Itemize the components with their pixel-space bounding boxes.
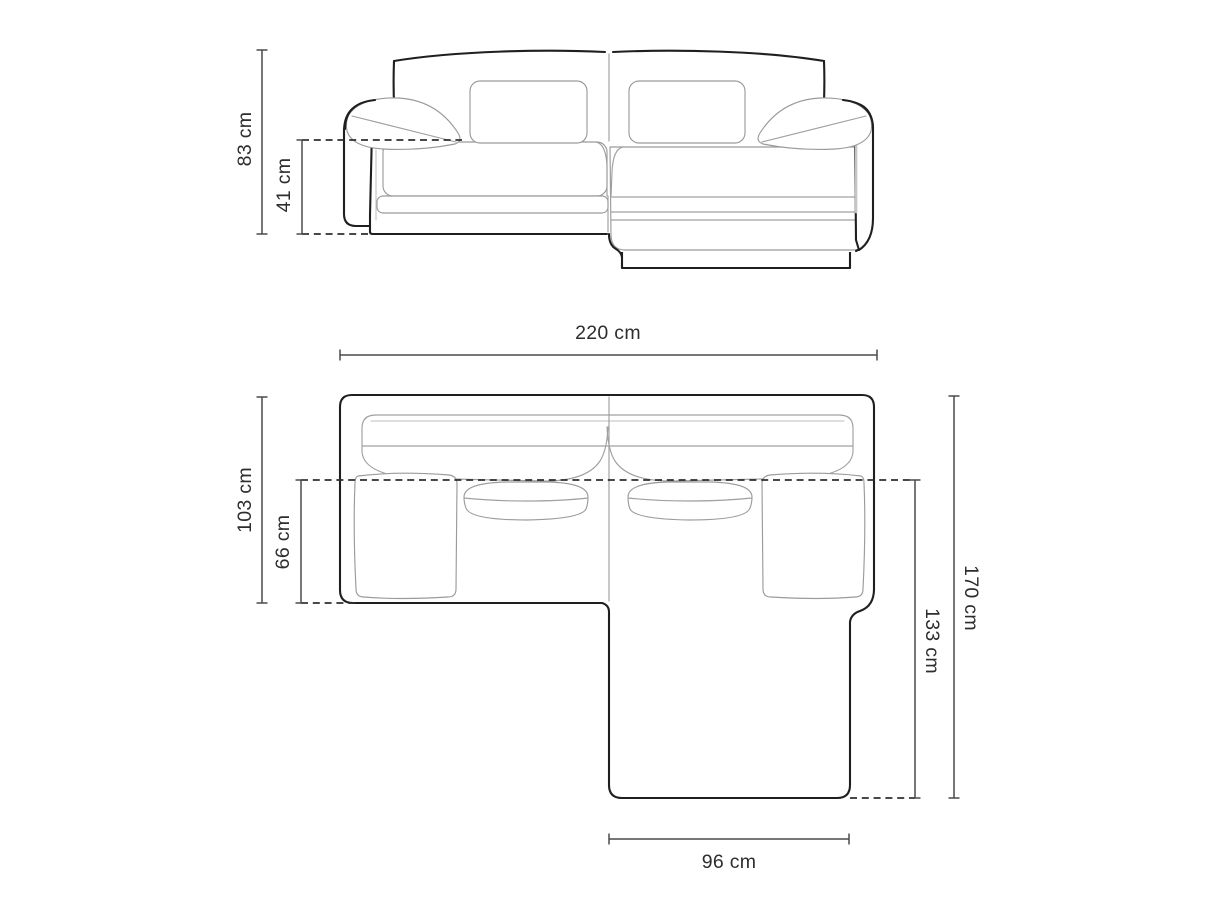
dimension-total-height: [234, 50, 268, 234]
dimension-label-total-depth: 170 cm: [960, 565, 982, 631]
back-pillows: [470, 81, 745, 143]
dimension-label-chaise-width: 96 cm: [701, 851, 757, 873]
seat-left-section: [370, 142, 608, 234]
sofa-backrest: [394, 51, 825, 141]
back-pillow-right: [629, 81, 745, 143]
dimension-body-depth: [234, 397, 268, 603]
front-view: [234, 50, 873, 268]
dimension-label-body-depth: 103 cm: [234, 467, 256, 533]
dimension-total-depth: [949, 396, 983, 798]
dimension-label-total-height: 83 cm: [234, 111, 256, 167]
dimension-seat-depth: [272, 480, 307, 603]
dimension-label-total-width: 220 cm: [575, 322, 641, 344]
dimension-chaise-depth: [910, 480, 944, 798]
dimension-chaise-width: [609, 834, 849, 874]
dimension-label-seat-depth: 66 cm: [272, 514, 294, 570]
back-pillow-left: [470, 81, 587, 143]
dimension-label-seat-height: 41 cm: [273, 157, 295, 213]
top-view: [234, 322, 982, 873]
dimension-label-chaise-depth: 133 cm: [921, 608, 943, 674]
seat-chaise-section: [609, 147, 869, 268]
dimension-seat-height: [273, 140, 308, 234]
dimension-total-width: [340, 322, 877, 361]
